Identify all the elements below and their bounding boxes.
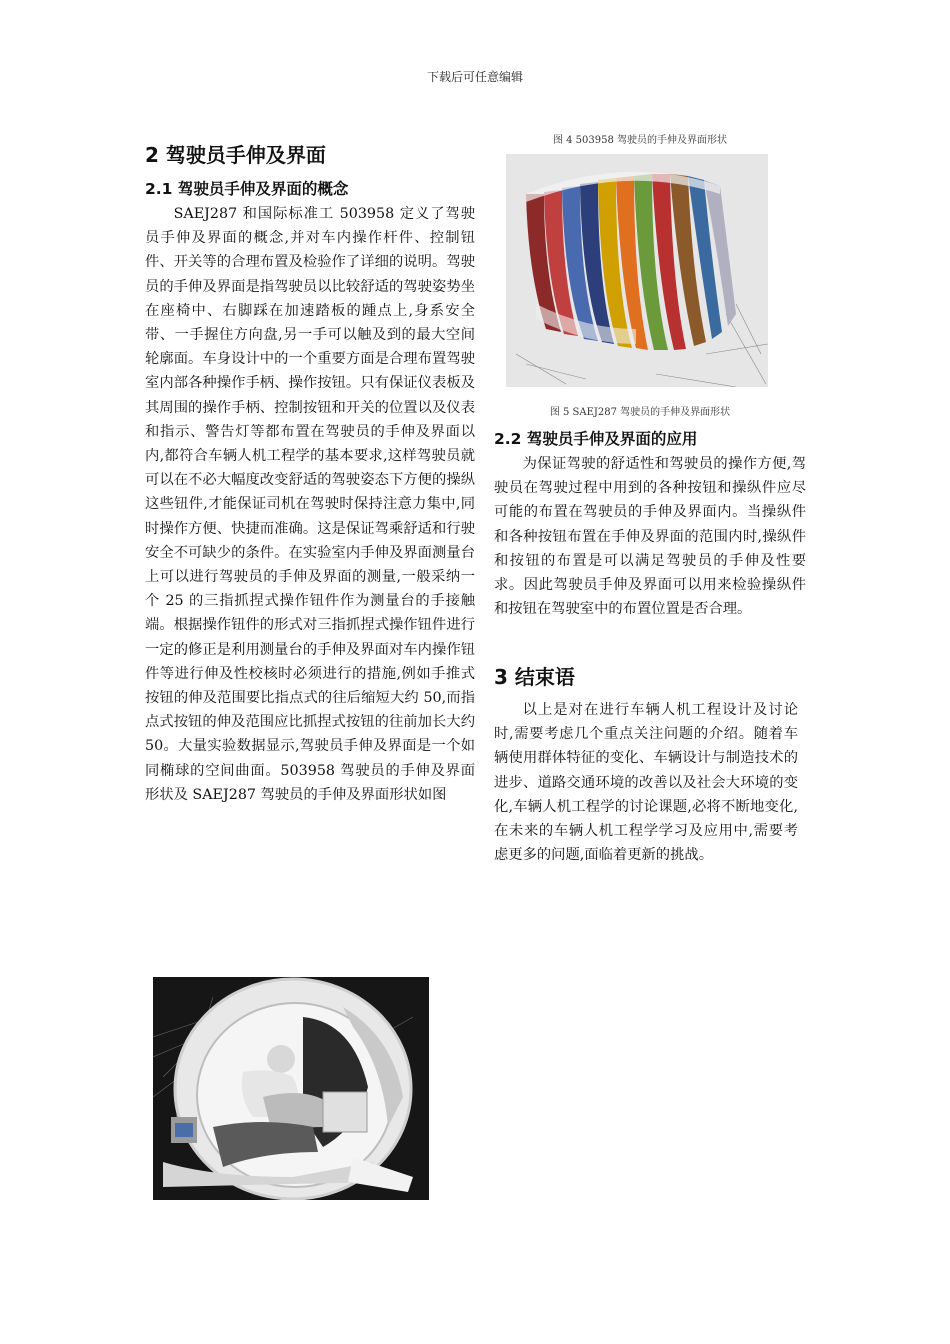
paragraph-2-1: SAEJ287 和国际标准工 503958 定义了驾驶员手伸及界面的概念,并对车内操作杆件、控制钮件、开关等的合理布置及检验作了详细的说明。驾驶员的手伸及界面是指驾驶员以比较舒适的驾驶姿势坐在座椅中、右脚踩在加速踏板的踵点上,身系安全带、一手握住方向盘,另一手可以触及到的最大空间轮廓面。车身设计中的一个重要方面是合理布置驾驶室内部各种操作手柄、操作按钮。只有保证仪表板及其周围的操作手柄、控制按钮和开关的位置以及仪表和指示、警告灯等都布置在驾驶员的手伸及界面以内,都符合车辆人机工程学的基本要求,这样驾驶员就可以在不必大幅度改变舒适的驾驶姿态下方便的操纵这些钮件,才能保证司机在驾驶时保持注意力集中,同时操作方便、快捷而准确。这是保证驾乘舒适和行驶安全不可缺少的条件。在实验室内手伸及界面测量台上可以进行驾驶员的手伸及界面的测量,一般采纳一个 25 的三指抓捏式操作钮件作为测量台的手接触端。根据操作钮件的形式对三指抓捏式操作钮件进行一定的修正是利用测量台的手伸及界面对车内操作钮件等进行伸及性校核时必须进行的措施,例如手推式按钮的伸及范围要比指点式的往后缩短大约 50,而指点式按钮的伸及范围应比抓捏式按钮的往前加长大约 50。大量实验数据显示,驾驶员手伸及界面是一个如同椭球的空间曲面。503958 驾驶员的手伸及界面形状及 SAEJ287 驾驶员的手伸及界面形状如图 xyxy=(145,206,475,803)
section-2-title: 2 驾驶员手伸及界面 xyxy=(145,143,326,167)
header-note: 下载后可任意编辑 xyxy=(426,70,523,84)
figure-5-caption: 图 5 SAEJ287 驾驶员的手伸及界面形状 xyxy=(549,407,731,418)
subsection-2-1-title: 2.1 驾驶员手伸及界面的概念 xyxy=(145,180,349,198)
section-3-title: 3 结束语 xyxy=(494,665,575,689)
subsection-2-2-title: 2.2 驾驶员手伸及界面的应用 xyxy=(494,430,698,448)
paragraph-2-2: 为保证驾驶的舒适性和驾驶员的操作方便,驾驶员在驾驶过程中用到的各种按钮和操纵件应尽可能的布置在驾驶员的手伸及界面内。当操纵件和各种按钮布置在手伸及界面的范围内时,操纵件和按钮的布置是可以满足驾驶员的手伸及性要求。因此驾驶员手伸及界面可以用来检验操纵件和按钮在驾驶室中的布置位置是否合理。 xyxy=(494,456,806,618)
driver-reach-envelope-figure xyxy=(153,977,429,1200)
paragraph-3: 以上是对在进行车辆人机工程设计及讨论时,需要考虑几个重点关注问题的介绍。随着车辆使用群体特征的变化、车辆设计与制造技术的进步、道路交通环境的改善以及社会大环境的变化,车辆人机工程学的讨论课题,必将不断地变化,在未来的车辆人机工程学学习及应用中,需要考虑更多的问题,面临着更新的挑战。 xyxy=(494,702,798,864)
reach-envelope-stripes-figure xyxy=(506,154,768,387)
figure-4-caption: 图 4 503958 驾驶员的手伸及界面形状 xyxy=(552,135,728,146)
